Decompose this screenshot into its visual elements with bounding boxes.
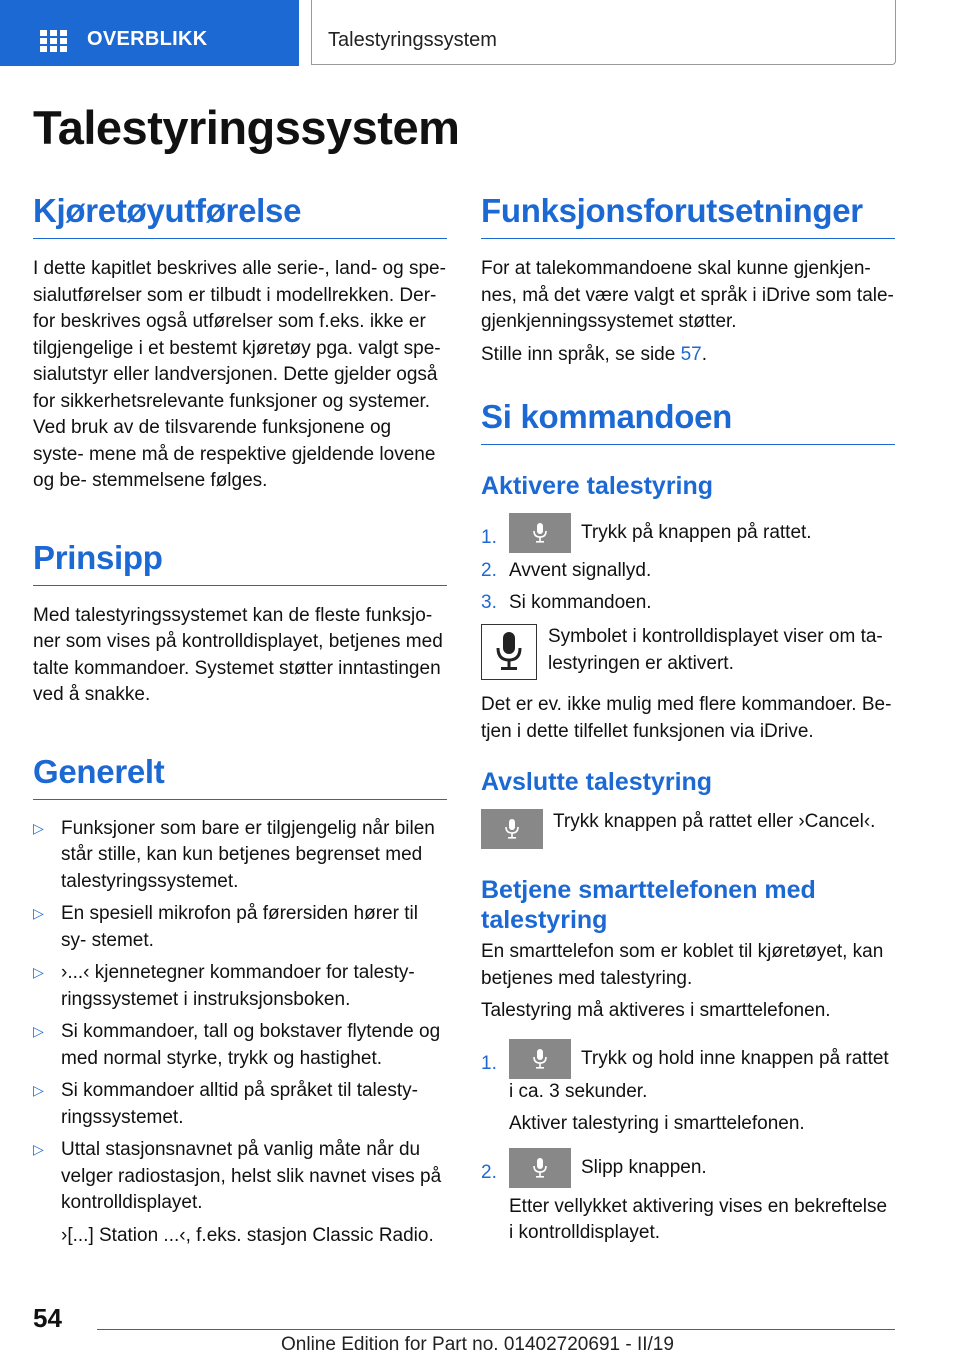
step-number: 2. (481, 1161, 497, 1183)
step-text: Trykk på knappen på rattet. (581, 522, 812, 544)
steering-wheel-voice-button-image (509, 1148, 571, 1188)
triangle-bullet-icon: ▷ (33, 1023, 44, 1039)
list-item-text (509, 513, 895, 553)
top-navigation (0, 0, 960, 66)
section-heading-general: Generelt (33, 753, 447, 800)
requirements-text: For at talekommandoene skal kunne gjenkjen- nes, må det være valgt et språk i iDrive som tale- gjenkjenningssystemet støtter. (481, 258, 894, 332)
section-heading-principle: Prinsipp (33, 539, 447, 586)
step-subtext: Etter vellykket aktivering vises en bekreftelse i kontrolldisplayet. (509, 1195, 888, 1243)
language-setting-text (481, 342, 895, 369)
grid-menu-icon (40, 30, 67, 52)
step-number: 2. (481, 560, 497, 581)
overview-tab[interactable] (0, 0, 299, 66)
list-item-text (509, 1039, 895, 1138)
section-heading-vehicle-equipment: Kjøretøyutførelse (33, 192, 447, 239)
step-subtext: Aktiver talestyring i smarttelefonen. (509, 1113, 805, 1134)
step-number: 1. (481, 1052, 497, 1074)
end-voice-text: Trykk knappen på rattet eller ›Cancel‹. (553, 811, 876, 832)
list-item (33, 816, 447, 896)
list-item-text: Funksjoner som bare er tilgjengelig når bilen står stille, kan kun betjenes begrenset med talestyringssystemet. (61, 817, 435, 892)
voice-control-symbol-image (481, 624, 537, 680)
list-item (33, 1019, 447, 1072)
steering-wheel-voice-button-image (481, 809, 543, 849)
right-column (481, 192, 895, 1247)
steering-wheel-voice-button-image (509, 513, 571, 553)
triangle-bullet-icon: ▷ (33, 1082, 44, 1098)
smartphone-text: En smarttelefon som er koblet til kjøretøyet, kan betjenes med talestyring. (481, 941, 884, 989)
list-item (481, 1039, 895, 1138)
list-item-text: ›...‹ kjennetegner kommandoer for talesty- ringssystemet i instruksjonsboken. (61, 962, 415, 1010)
overview-tab-label: OVERBLIKK (87, 28, 208, 50)
list-item-text: Uttal stasjonsnavnet på vanlig måte når du velger radiostasjon, helst slik navnet vises på kontrolldisplayet. (61, 1139, 442, 1213)
step-text: Trykk og hold inne knappen på rattet i ca. 3 sekunder. (509, 1047, 889, 1102)
page-link[interactable]: 57 (680, 343, 702, 365)
activate-steps (481, 513, 895, 616)
smartphone-activate-text: Talestyring må aktiveres i smarttelefonen. (481, 1000, 831, 1021)
principle-text: Med talestyringssystemet kan de fleste funksjo- ner som vises på kontrolldisplayet, betjenes med talte kommandoer. Systemet støtter inntastingen ved å snakke. (33, 604, 443, 705)
list-item (481, 590, 895, 617)
radio-command-example: ›[...] Station ...‹, f.eks. stasjon Classic Radio. (61, 1224, 434, 1246)
microphone-icon (533, 1049, 547, 1069)
list-item (33, 1078, 447, 1131)
subheading-end: Avslutte talestyring (481, 768, 713, 796)
section-heading-requirements: Funksjonsforutsetninger (481, 192, 895, 239)
general-bullet-list (33, 816, 447, 1250)
edition-footer: Online Edition for Part no. 01402720691 - II/19 (281, 1334, 674, 1355)
triangle-bullet-icon: ▷ (33, 964, 44, 980)
left-column (33, 192, 447, 1249)
smartphone-steps (481, 1039, 895, 1247)
current-section-tab[interactable] (311, 0, 896, 65)
list-item (33, 901, 447, 954)
voice-symbol-text: Symbolet i kontrolldisplayet viser om ta- lestyringen er aktivert. (548, 626, 883, 674)
vehicle-equipment-text: I dette kapitlet beskrives alle serie-, land- og spe- sialutførelser som er tilbudt i modellrekken. Der- for beskrives også utførelser som f.eks. ikke er tilgjengelige i et bestemt kjøretøy pga. valgt spe- sialutstyr eller landversjonen. Dette gjelder også for sikkerhetsrelevante funksjoner og systemer. Ved bruk av de tilsvarende funksjonene og syste- mene må de respektive gjeldende lovene og be- stemmelsene følges. (33, 258, 446, 491)
microphone-icon (505, 819, 519, 839)
voice-symbol-note (481, 624, 895, 680)
step-number: 3. (481, 591, 497, 613)
triangle-bullet-icon: ▷ (33, 819, 44, 836)
list-item-text (509, 1148, 895, 1247)
multiple-commands-note: Det er ev. ikke mulig med flere kommandoer. Be- tjen i dette tilfellet funksjonen via iDrive. (481, 694, 892, 742)
list-item (481, 1148, 895, 1247)
list-item-text: Si kommandoer, tall og bokstaver flytende og med normal styrke, trykk og hastighet. (61, 1021, 441, 1069)
list-item (33, 960, 447, 1013)
microphone-icon (533, 1158, 547, 1178)
list-item (481, 558, 895, 585)
steering-wheel-voice-button-image (509, 1039, 571, 1079)
page-number: 54 (33, 1303, 62, 1333)
step-text: Avvent signallyd. (509, 560, 652, 581)
triangle-bullet-icon: ▷ (33, 905, 44, 921)
step-text: Slipp knappen. (581, 1156, 707, 1178)
list-item-text: Si kommandoer alltid på språket til talesty- ringssystemet. (61, 1080, 418, 1128)
step-number: 1. (481, 527, 497, 548)
list-item-text: En spesiell mikrofon på førersiden hører til sy- stemet. (61, 903, 418, 951)
step-text: Si kommandoen. (509, 591, 652, 613)
microphone-icon (533, 523, 547, 543)
section-heading-say-command: Si kommandoen (481, 398, 895, 445)
list-item (481, 513, 895, 553)
list-item (33, 1137, 447, 1217)
subheading-smartphone: Betjene smarttelefonen med talestyring (481, 876, 816, 934)
current-section-label: Talestyringssystem (328, 29, 497, 51)
end-voice-row (481, 809, 895, 849)
footer-divider (97, 1329, 895, 1330)
language-setting-suffix: . (701, 343, 708, 365)
language-setting-prefix: Stille inn språk, se side (481, 343, 681, 365)
microphone-icon (496, 632, 522, 672)
subheading-activate: Aktivere talestyring (481, 472, 714, 500)
triangle-bullet-icon: ▷ (33, 1141, 44, 1157)
page-title: Talestyringssystem (33, 101, 460, 154)
